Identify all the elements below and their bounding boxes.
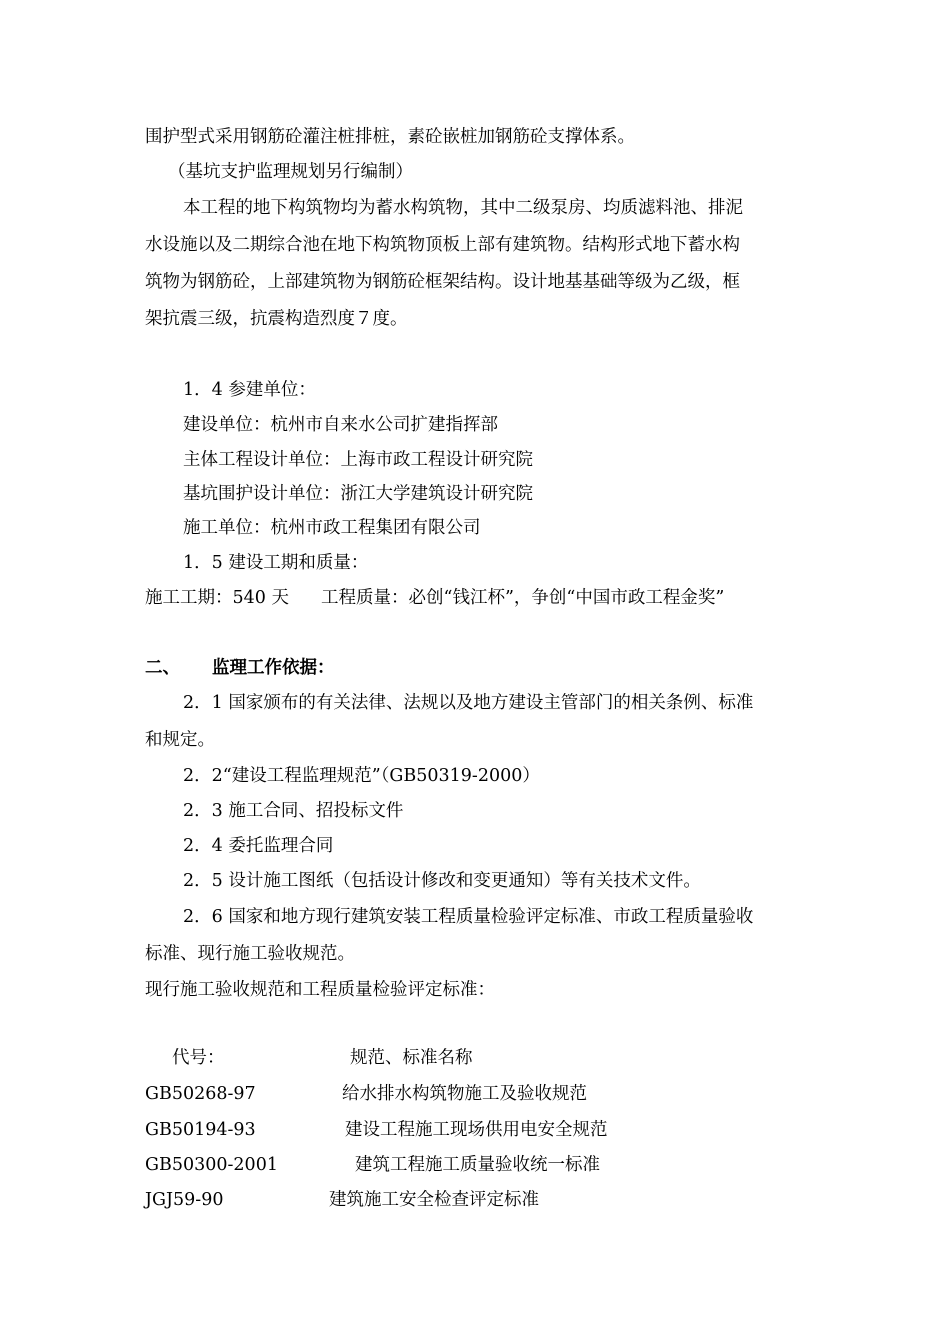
section-1-4-heading: 1．4 参建单位：: [183, 380, 316, 400]
paragraph-structures-line2: 水设施以及二期综合池在地下构筑物顶板上部有建筑物。结构形式地下蓄水构: [145, 235, 740, 255]
construction-duration: 施工工期：540 天: [145, 588, 289, 608]
basis-2-4: 2．4 委托监理合同: [183, 836, 334, 856]
contractor-unit: 施工单位：杭州市政工程集团有限公司: [183, 518, 481, 538]
basis-2-5: 2．5 设计施工图纸（包括设计修改和变更通知）等有关技术文件。: [183, 871, 701, 891]
basis-2-6-line1: 2．6 国家和地方现行建筑安装工程质量检验评定标准、市政工程质量验收: [183, 907, 754, 927]
quality-target: 工程质量：必创“钱江杯”，争创“中国市政工程金奖”: [321, 588, 725, 608]
paragraph-structures-line3: 筑物为钢筋砼，上部建筑物为钢筋砼框架结构。设计地基基础等级为乙级，框: [145, 272, 740, 292]
basis-2-1-line2: 和规定。: [145, 730, 215, 750]
section-2-number: 二、: [145, 658, 180, 678]
main-designer-unit: 主体工程设计单位：上海市政工程设计研究院: [183, 450, 533, 470]
basis-2-3: 2．3 施工合同、招投标文件: [183, 801, 404, 821]
section-1-5-heading: 1．5 建设工期和质量：: [183, 553, 369, 573]
standard-code: GB50194-93: [145, 1120, 256, 1140]
standard-name: 给水排水构筑物施工及验收规范: [342, 1084, 587, 1104]
standard-name: 建筑工程施工质量验收统一标准: [355, 1155, 600, 1175]
standard-name: 建设工程施工现场供用电安全规范: [345, 1120, 608, 1140]
owner-unit: 建设单位：杭州市自来水公司扩建指挥部: [183, 415, 498, 435]
section-2-title: 监理工作依据：: [212, 658, 335, 678]
paragraph-retaining-structure: 围护型式采用钢筋砼灌注桩排桩，素砼嵌桩加钢筋砼支撑体系。: [145, 127, 635, 147]
basis-2-1-line1: 2．1 国家颁布的有关法律、法规以及地方建设主管部门的相关条例、标准: [183, 693, 754, 713]
paragraph-structures-line1: 本工程的地下构筑物均为蓄水构筑物，其中二级泵房、均质滤料池、排泥: [183, 198, 743, 218]
pit-designer-unit: 基坑围护设计单位：浙江大学建筑设计研究院: [183, 484, 533, 504]
standards-header-code: 代号：: [172, 1048, 225, 1068]
paragraph-note: （基坑支护监理规划另行编制）: [168, 162, 413, 182]
standard-code: GB50300-2001: [145, 1155, 278, 1175]
paragraph-structures-line4: 架抗震三级，抗震构造烈度７度。: [145, 309, 408, 329]
standards-list-intro: 现行施工验收规范和工程质量检验评定标准：: [145, 980, 495, 1000]
standard-name: 建筑施工安全检查评定标准: [329, 1190, 539, 1210]
standard-code: JGJ59-90: [145, 1190, 224, 1210]
basis-2-6-line2: 标准、现行施工验收规范。: [145, 944, 355, 964]
standards-header-name: 规范、标准名称: [350, 1048, 473, 1068]
standard-code: GB50268-97: [145, 1084, 256, 1104]
basis-2-2: 2．2“建设工程监理规范”（GB50319-2000）: [183, 766, 540, 786]
